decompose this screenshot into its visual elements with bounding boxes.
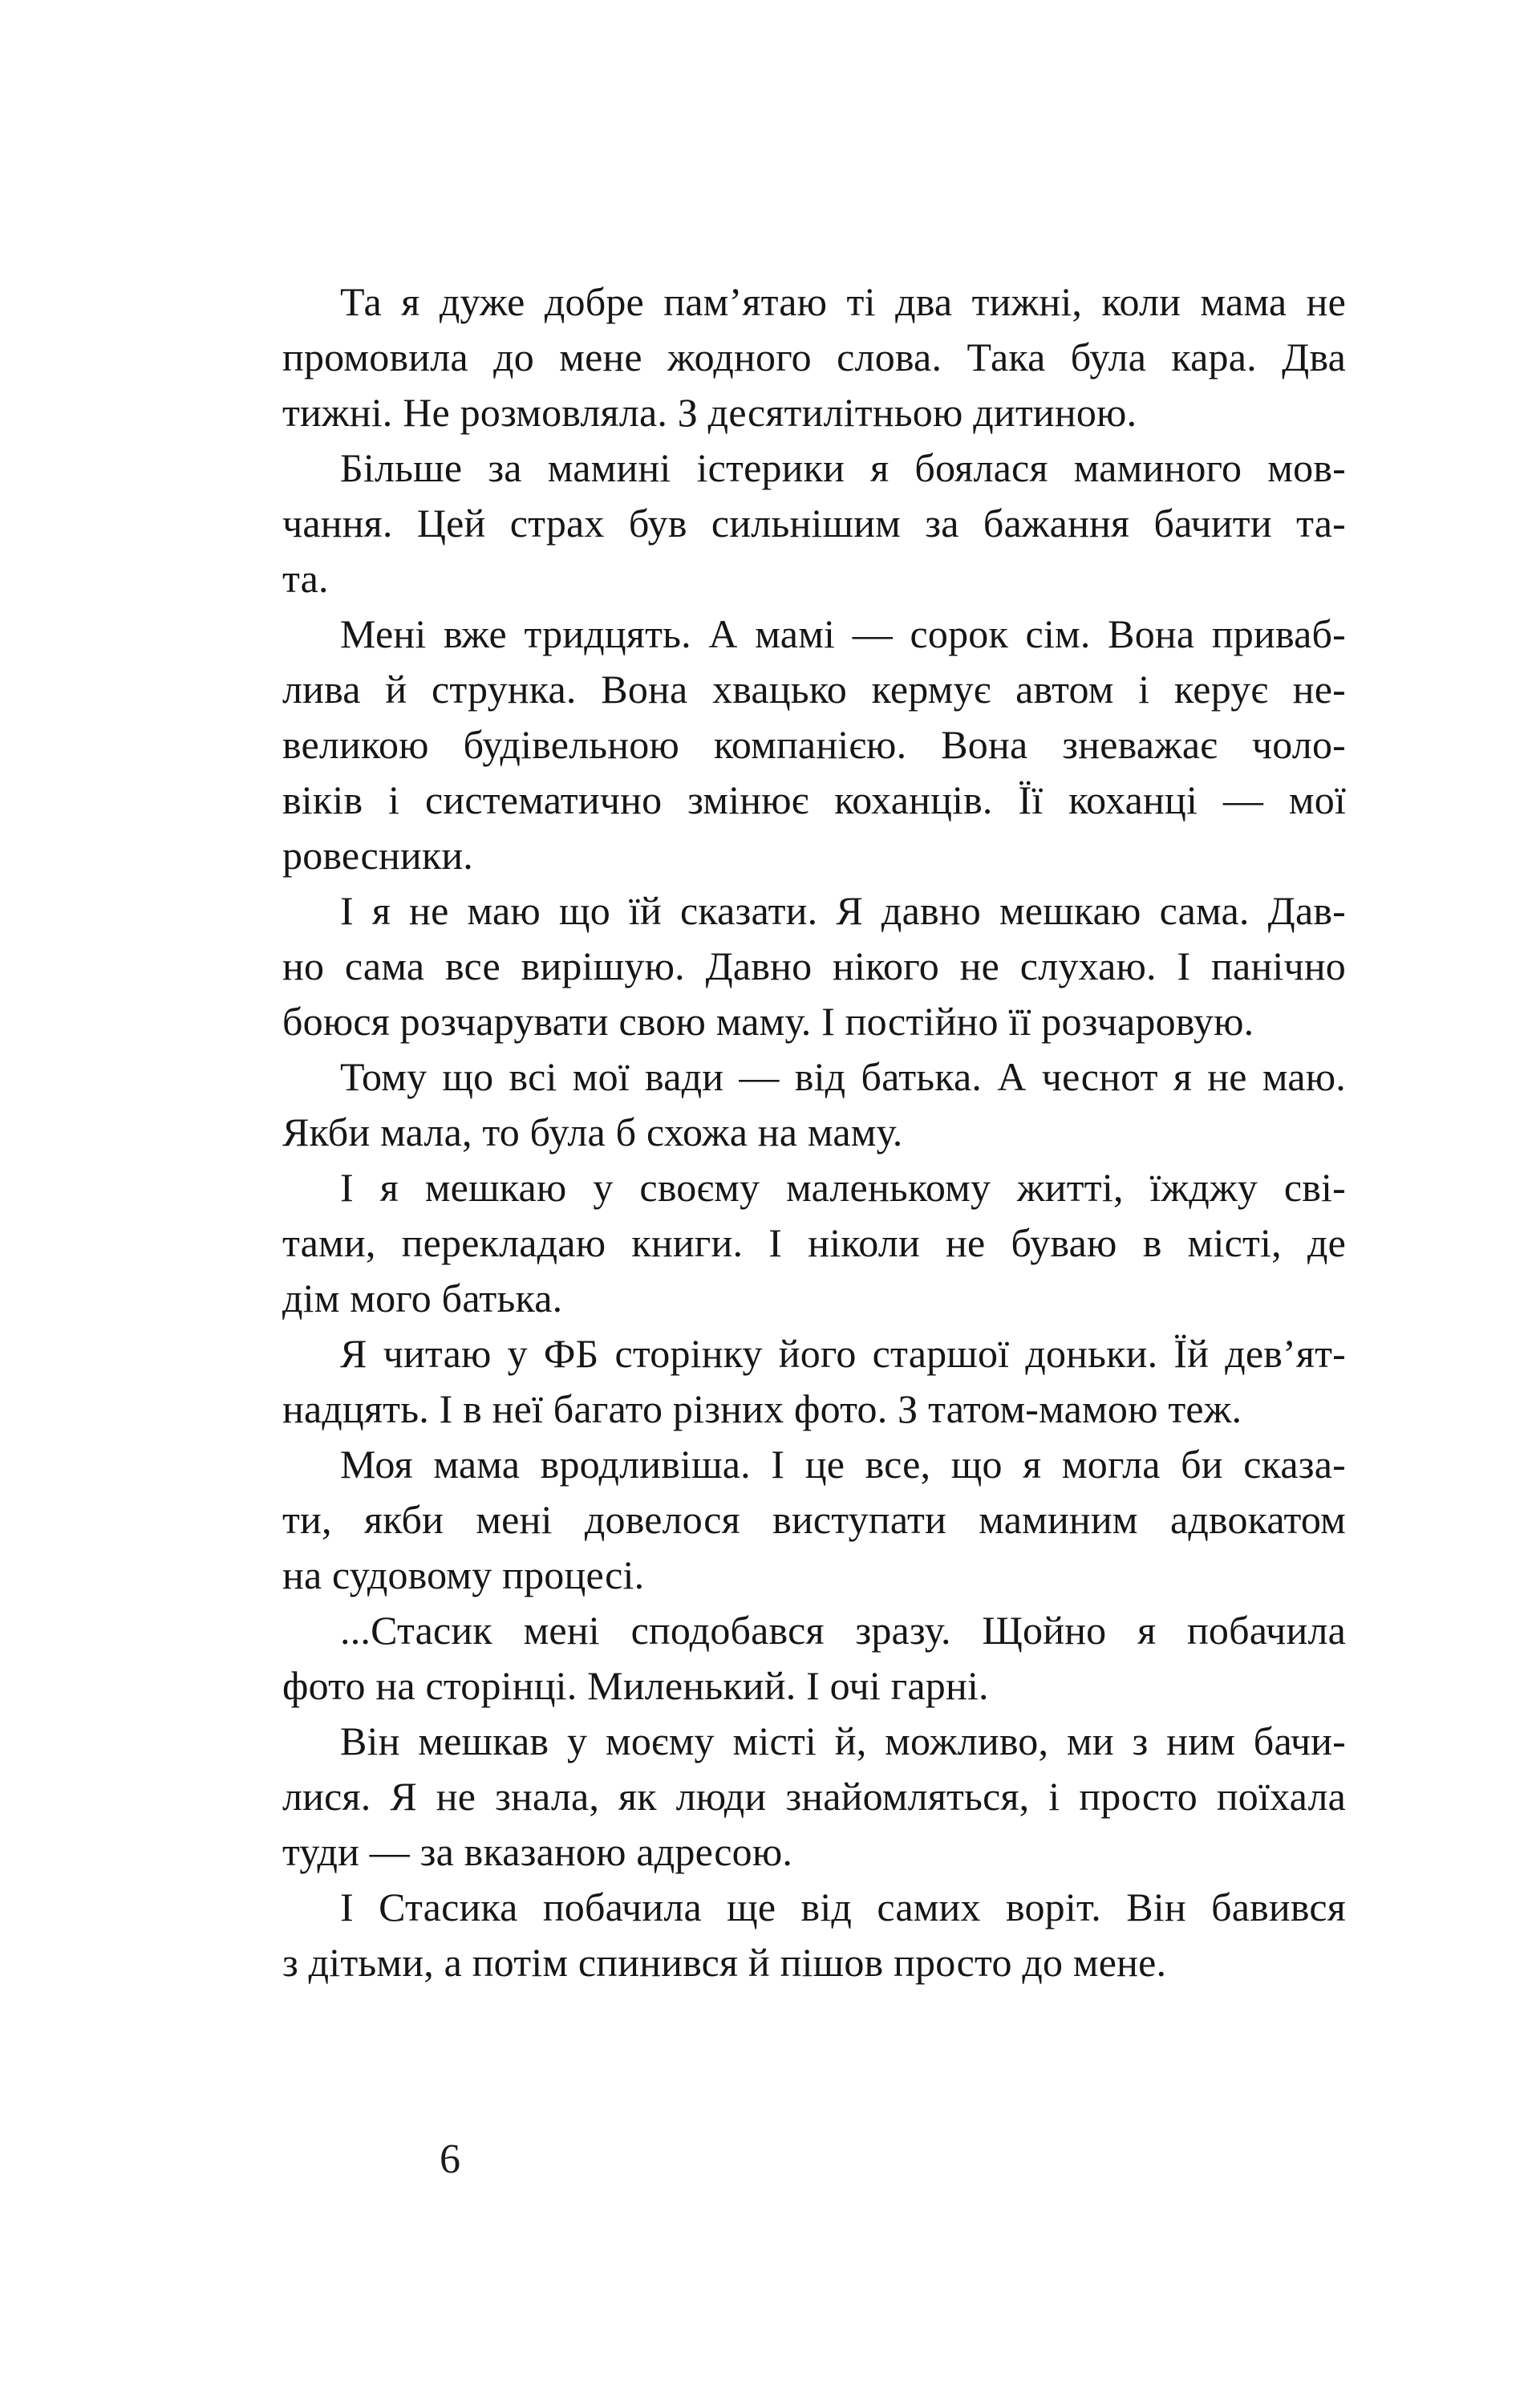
text-line: Та я дуже добре пам’ятаю ті два тижні, коли мама не xyxy=(340,279,1346,324)
text-line: Він мешкав у моєму місті й, можливо, ми з ним бачи- xyxy=(340,1718,1346,1763)
text-line: тами, перекладаю книги. І ніколи не буваю в місті, де xyxy=(282,1220,1346,1265)
text-line: І я не маю що їй сказати. Я давно мешкаю сама. Дав- xyxy=(340,888,1346,933)
text-line: лива й струнка. Вона хвацько кермує автом і керує не- xyxy=(282,667,1346,712)
text-line: та. xyxy=(282,556,329,601)
text-line: туди — за вказаною адресою. xyxy=(282,1829,793,1874)
text-line: Моя мама вродливіша. І це все, що я могла би сказа- xyxy=(340,1442,1346,1487)
text-line: з дітьми, а потім спинився й пішов просто до мене. xyxy=(282,1940,1167,1985)
text-line: но сама все вирішую. Давно нікого не слухаю. І панічно xyxy=(282,943,1346,988)
text-line: надцять. І в неї багато різних фото. З татом-мамою теж. xyxy=(282,1386,1242,1431)
text-line: Якби мала, то була б схожа на маму. xyxy=(282,1110,903,1154)
text-line: ...Стасик мені сподобався зразу. Щойно я побачила xyxy=(340,1608,1346,1653)
text-line: тижні. Не розмовляла. З десятилітньою дитиною. xyxy=(282,390,1137,435)
text-line: ровесники. xyxy=(282,833,474,878)
text-line: ти, якби мені довелося виступати маминим адвокатом xyxy=(282,1497,1346,1542)
page-number: 6 xyxy=(440,2136,460,2182)
text-line: дім мого батька. xyxy=(282,1276,563,1321)
text-line: промовила до мене жодного слова. Така була кара. Два xyxy=(282,335,1346,379)
text-line: І я мешкаю у своєму маленькому житті, їжджу сві- xyxy=(340,1165,1346,1210)
text-line: на судовому процесі. xyxy=(282,1552,645,1597)
text-line: боюся розчарувати свою маму. І постійно її розчаровую. xyxy=(282,999,1254,1044)
text-line: фото на сторінці. Миленький. І очі гарні. xyxy=(282,1663,989,1708)
text-line: Більше за мамині істерики я боялася маминого мов- xyxy=(340,445,1346,490)
text-line: великою будівельною компанією. Вона зневажає чоло- xyxy=(282,722,1346,767)
text-line: віків і систематично змінює коханців. Її коханці — мої xyxy=(282,777,1346,822)
text-line: І Стасика побачила ще від самих воріт. Він бавився xyxy=(340,1885,1346,1929)
text-line: Мені вже тридцять. А мамі — сорок сім. Вона приваб- xyxy=(340,611,1346,656)
text-line: Я читаю у ФБ сторінку його старшої доньки. Їй дев’ят- xyxy=(340,1331,1346,1376)
text-line: чання. Цей страх був сильнішим за бажання бачити та- xyxy=(282,501,1346,546)
text-line: Тому що всі мої вади — від батька. А чеснот я не маю. xyxy=(340,1054,1346,1099)
body-text xyxy=(282,274,1346,1990)
text-line: лися. Я не знала, як люди знайомляться, і просто поїхала xyxy=(282,1774,1346,1819)
